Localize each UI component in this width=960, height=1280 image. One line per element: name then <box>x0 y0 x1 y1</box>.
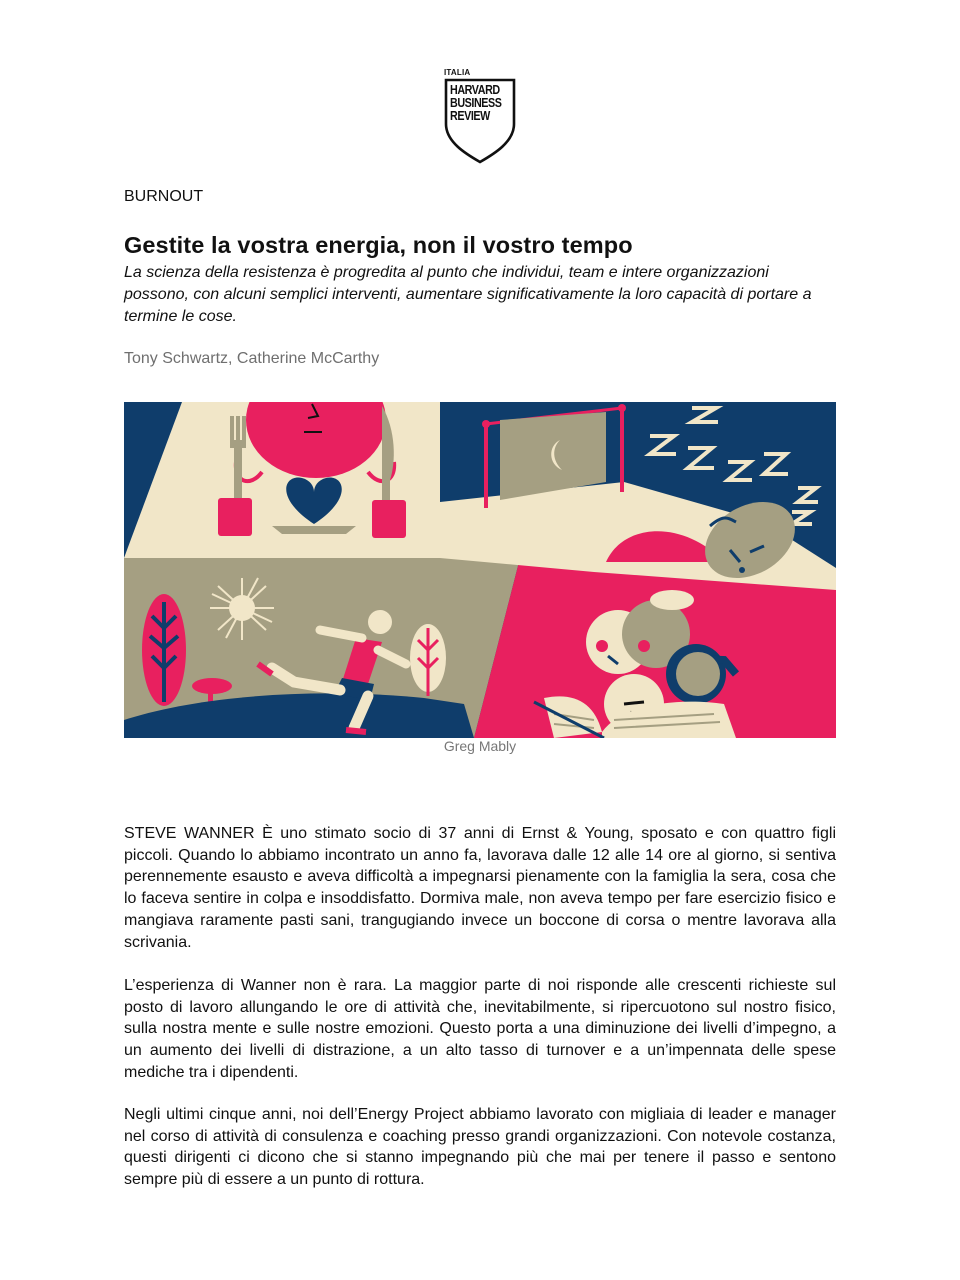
plate <box>272 526 356 534</box>
bush <box>192 678 232 694</box>
article-authors[interactable]: Tony Schwartz, Catherine McCarthy <box>124 350 380 367</box>
article-title: Gestite la vostra energia, non il vostro tempo <box>124 232 633 258</box>
runner-head <box>368 610 392 634</box>
hbr-logo[interactable] <box>444 68 516 164</box>
logo-line-2: BUSINESS <box>450 96 502 110</box>
body-paragraph-1: STEVE WANNER È uno stimato socio di 37 anni di Ernst & Young, sposato e con quattro figli piccoli. Quando lo abbiamo incontrato un anno fa, lavorava dalle 12 alle 14 ore al giorno, si sentiva perennemente esausto e aveva difficoltà a impegnarsi pienamente con la famiglia la sera, cosa che lo faceva sentire in colpa e insoddisfatto. Dormiva male, non aveva tempo per fare esercizio fisico e mangiava raramente pasti sani, trangugiando invece un boccone di corsa o mentre lavorava alla scrivania. <box>124 825 836 951</box>
logo-line-1: HARVARD <box>450 83 500 97</box>
logo-line-3: REVIEW <box>450 109 490 123</box>
logo-wordmark <box>450 84 502 123</box>
body-paragraph-2: L’esperienza di Wanner non è rara. La maggior parte di noi risponde alle crescenti richieste sul posto di lavoro allungando le ore di attività che, inevitabilmente, si ripercuotono sul nostro fisico, sulla nostra mente e sulle nostre emozioni. Questo porta a una diminuzione dei livelli d’impegno, a un aumento dei livelli di distrazione, a un alto tasso di turnover e a un’impennata delle spese mediche tra i dipendenti. <box>124 977 836 1081</box>
logo-country: ITALIA <box>444 68 471 77</box>
sun-icon <box>229 595 255 621</box>
left-fist <box>218 498 252 536</box>
fork-icon <box>230 440 246 448</box>
child-2-hair <box>650 590 694 610</box>
article-subtitle: La scienza della resistenza è progredita al punto che individui, team e intere organizzazioni possono, con alcuni semplici interventi, aumentare significativamente la loro capacità di portare a termine le cose. <box>124 264 812 325</box>
body-paragraph-3: Negli ultimi cinque anni, noi dell’Energy Project abbiamo lavorato con migliaia di leader e manager nel corso di attività di consulenza e coaching presso grandi organizzazioni. Con notevole costanza, questi dirigenti ci dicono che si stanno impegnando più che mai per tenere il passo e sentono sempre più di essere a un punto di rottura. <box>124 1106 836 1189</box>
right-fist <box>372 500 406 538</box>
illustration-credit: Greg Mably <box>443 738 517 754</box>
article-illustration <box>124 402 836 738</box>
section-label: BURNOUT <box>124 188 204 205</box>
